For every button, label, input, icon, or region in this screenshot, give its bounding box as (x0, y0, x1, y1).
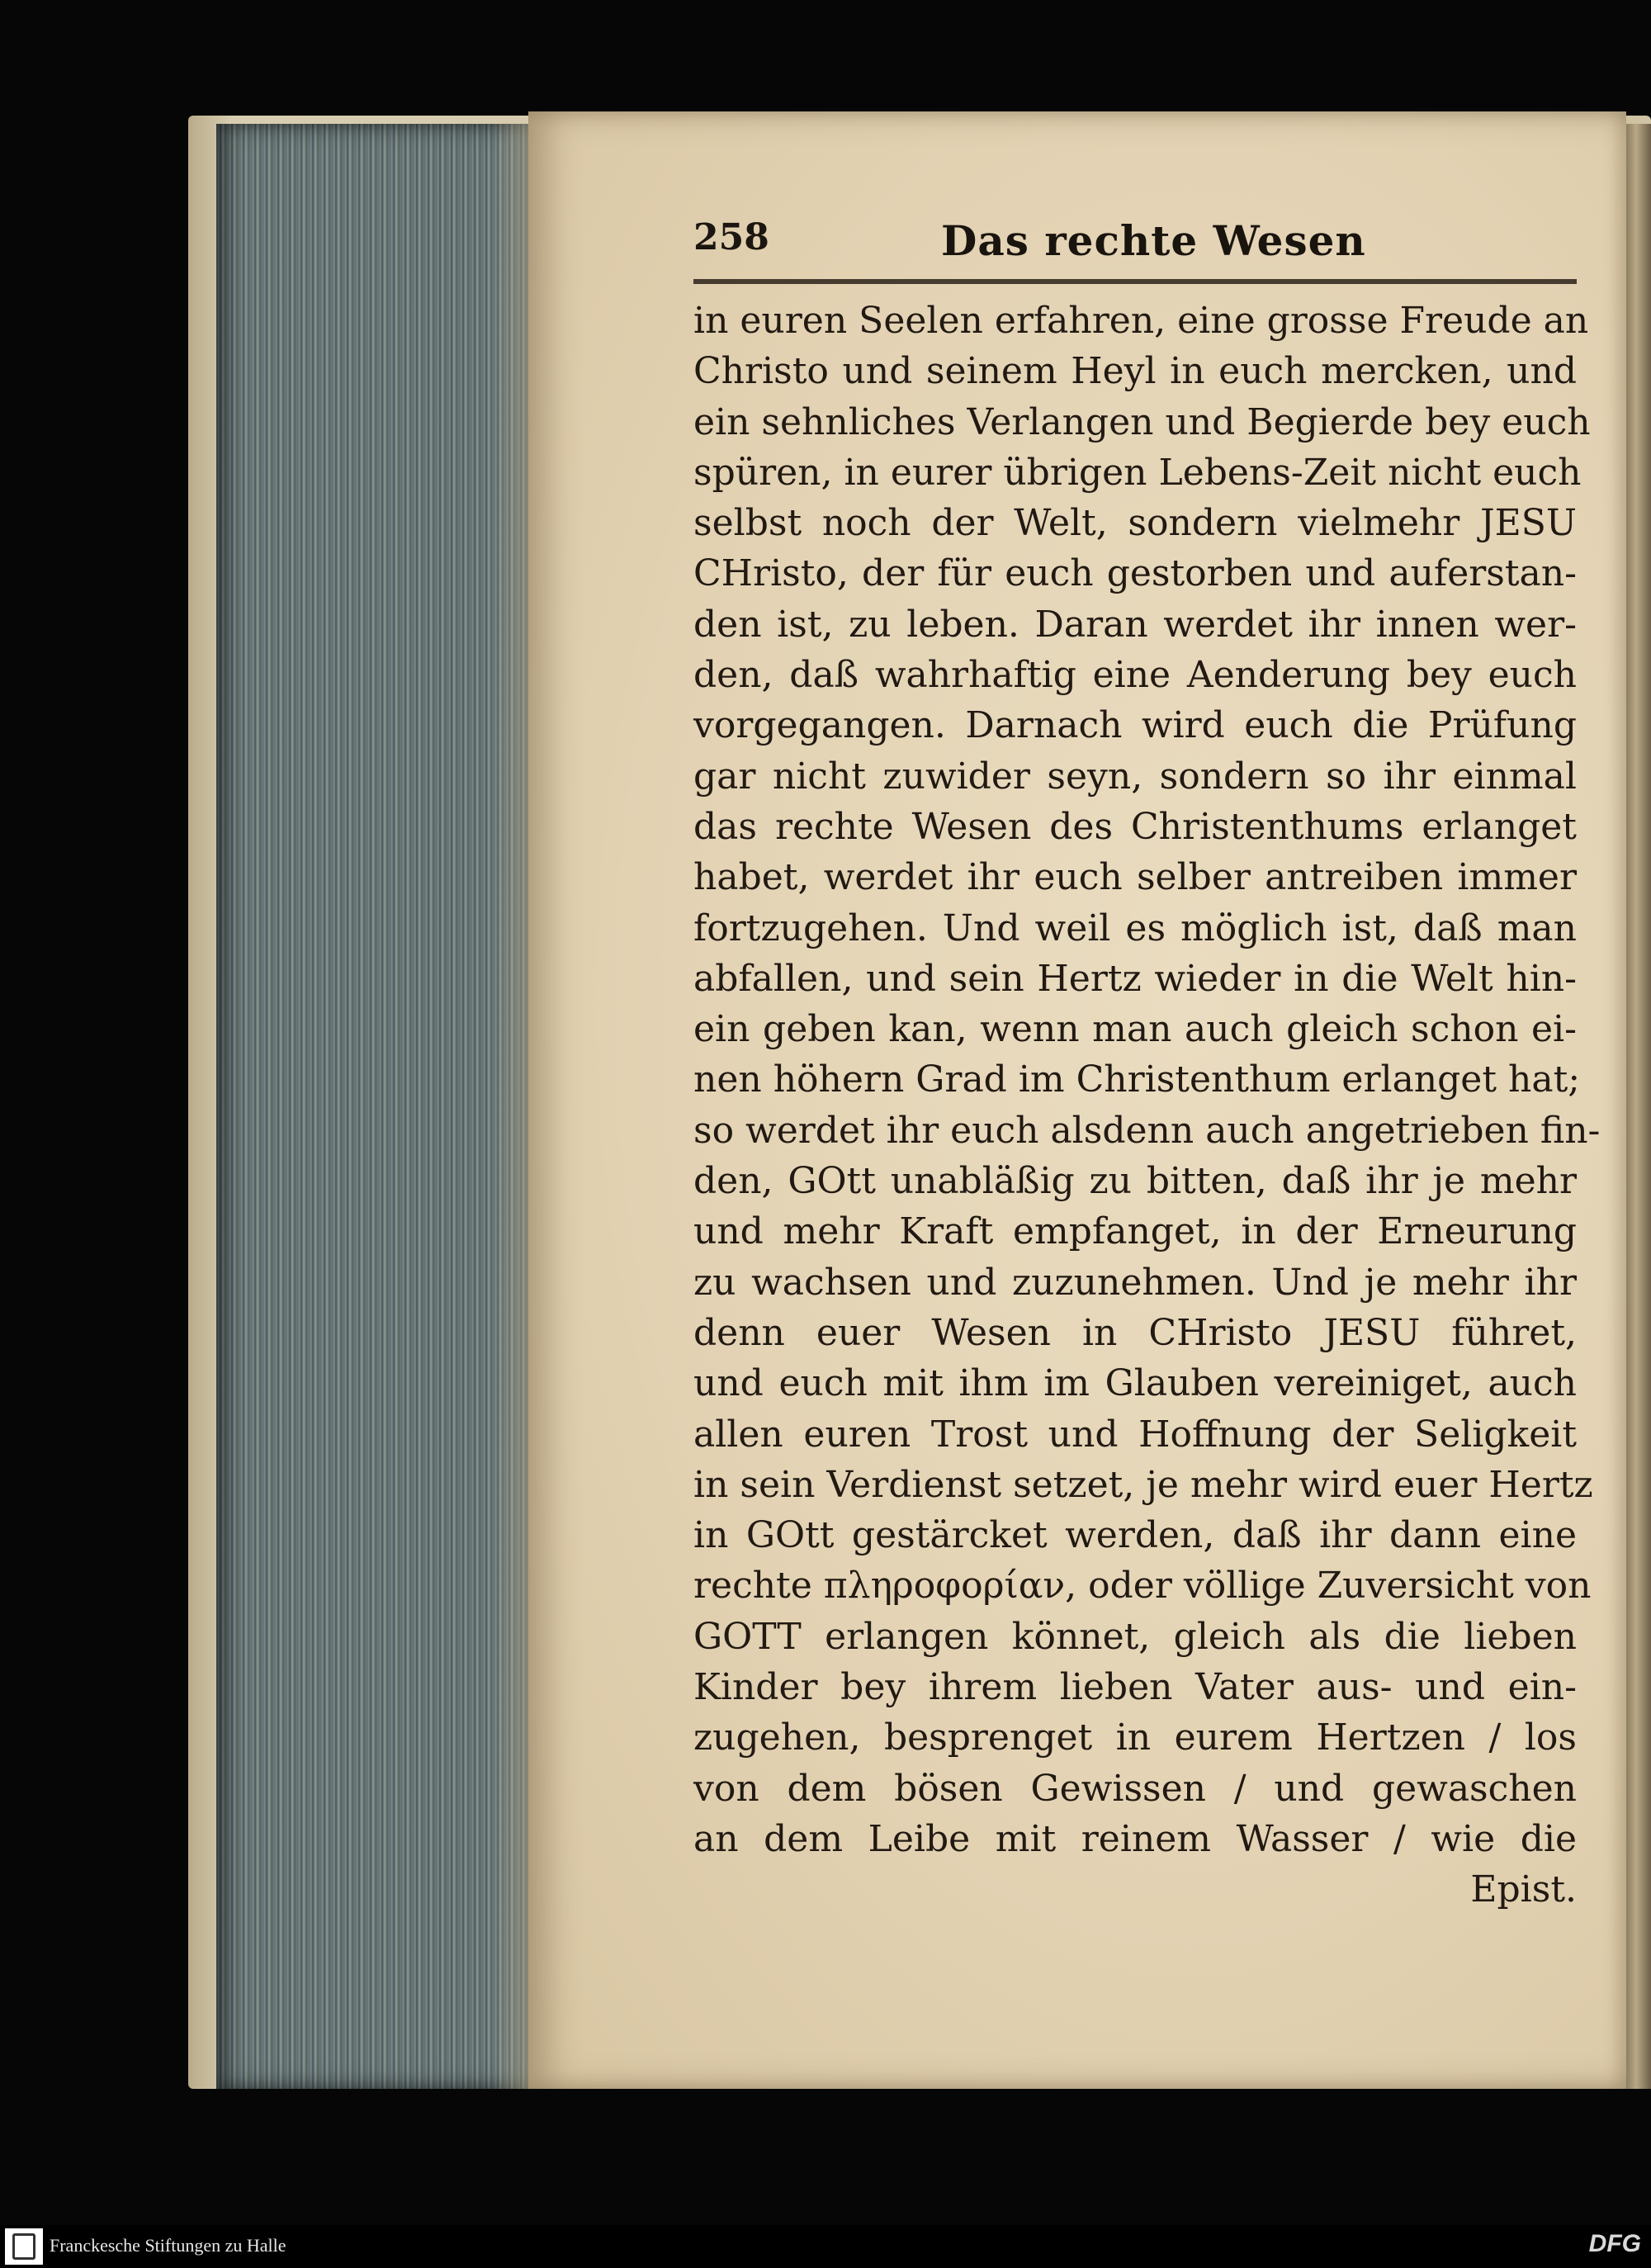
text-line: selbst noch der Welt, sondern vielmehr JESU (693, 502, 1577, 545)
text-line: CHristo, der für euch gestorben und auferstan- (693, 552, 1577, 595)
text-line: ein sehnliches Verlangen und Begierde bey euch (693, 400, 1591, 443)
page-block-edge (216, 124, 540, 2089)
text-line: nen höhern Grad im Christenthum erlanget hat; (693, 1058, 1581, 1101)
text-line: allen euren Trost und Hoffnung der Seligkeit (693, 1413, 1577, 1456)
text-line: den ist, zu leben. Daran werdet ihr innen wer- (693, 603, 1577, 646)
text-line: Christo und seinem Heyl in euch mercken, und (693, 350, 1577, 393)
running-title: Das rechte Wesen (941, 216, 1366, 265)
text-line: in sein Verdienst setzet, je mehr wird euer Hertz (693, 1463, 1593, 1506)
page-header (693, 216, 1577, 282)
body-text (693, 296, 1601, 1915)
catchword: Epist. (1470, 1868, 1577, 1911)
text-line: habet, werdet ihr euch selber antreiben immer (693, 856, 1577, 899)
text-line: und mehr Kraft empfanget, in der Erneurung (693, 1210, 1577, 1253)
dfg-logo: DFG (1588, 2230, 1641, 2257)
text-line: fortzugehen. Und weil es möglich ist, daß man (693, 907, 1577, 949)
text-line: ein geben kan, wenn man auch gleich schon ei- (693, 1008, 1577, 1051)
text-line: den, daß wahrhaftig eine Aenderung bey euch (693, 654, 1577, 697)
text-line: das rechte Wesen des Christenthums erlanget (693, 805, 1577, 848)
institution-name: Franckesche Stiftungen zu Halle (50, 2235, 286, 2256)
text-line: und euch mit ihm im Glauben vereiniget, auch (693, 1362, 1577, 1405)
text-line: zu wachsen und zuzunehmen. Und je mehr ihr (693, 1261, 1577, 1304)
viewer-footer (0, 2225, 1651, 2268)
text-line: GOTT erlangen könnet, gleich als die lieben (693, 1615, 1577, 1658)
text-line: den, GOtt unabläßig zu bitten, daß ihr je mehr (693, 1160, 1577, 1203)
text-line: vorgegangen. Darnach wird euch die Prüfung (693, 704, 1577, 747)
text-line: Kinder bey ihrem lieben Vater aus- und ein- (693, 1666, 1577, 1709)
text-line: rechte πληροφορίαν, oder völlige Zuversicht von (693, 1565, 1592, 1607)
institution-logo-icon (5, 2228, 43, 2265)
text-line: in GOtt gestärcket werden, daß ihr dann eine (693, 1514, 1577, 1557)
text-line: denn euer Wesen in CHristo JESU führet, (693, 1311, 1577, 1354)
text-line: gar nicht zuwider seyn, sondern so ihr einmal (693, 755, 1577, 798)
text-line: zugehen, besprenget in eurem Hertzen / los (693, 1716, 1577, 1759)
page-number: 258 (693, 216, 769, 258)
text-line: von dem bösen Gewissen / und gewaschen (693, 1767, 1577, 1810)
text-line: in euren Seelen erfahren, eine grosse Freude an (693, 300, 1589, 342)
text-line: spüren, in eurer übrigen Lebens-Zeit nicht euch (693, 451, 1582, 494)
header-rule (693, 279, 1577, 284)
text-line: an dem Leibe mit reinem Wasser / wie die (693, 1817, 1577, 1860)
text-line: so werdet ihr euch alsdenn auch angetrieben fin- (693, 1109, 1601, 1152)
text-line: abfallen, und sein Hertz wieder in die Welt hin- (693, 957, 1577, 1000)
facing-page-edge (1626, 124, 1651, 2089)
